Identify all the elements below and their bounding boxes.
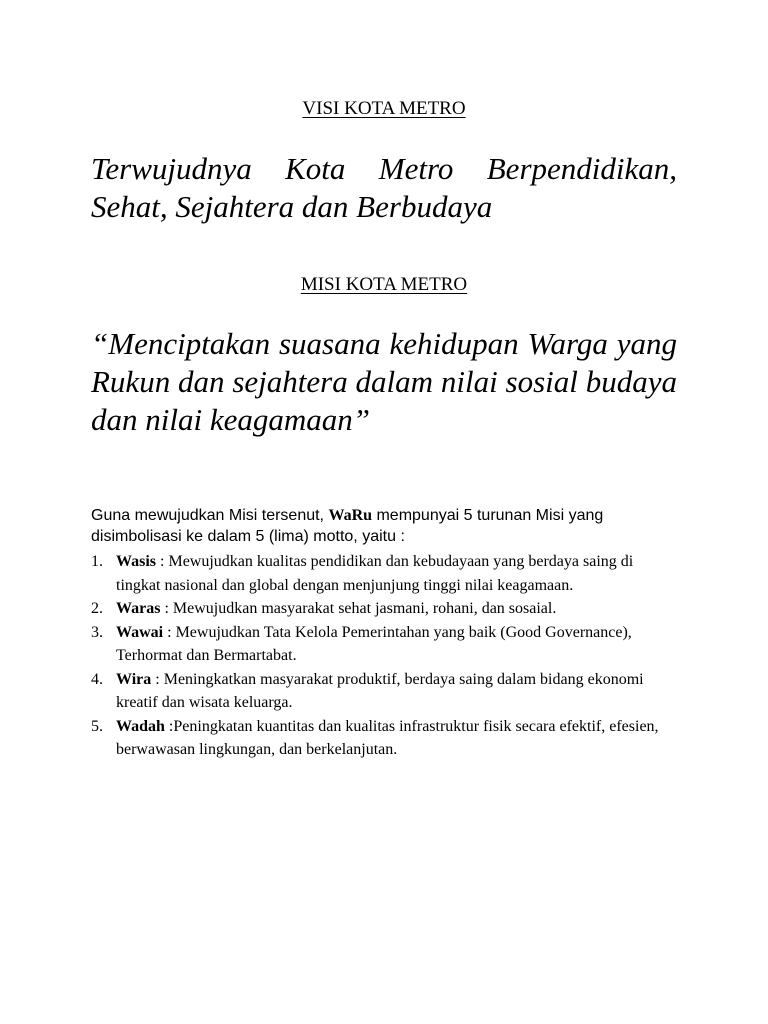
motto-body [116,668,681,715]
motto-body [116,715,681,762]
motto-separator: : [164,717,174,735]
motto-description: Peningkatan kuantitas dan kualitas infrastruktur fisik secara efektif, efesien, berwawasan lingkungan, dan berkelanjutan. [116,717,659,758]
motto-number: 5. [91,717,103,735]
misi-heading: MISI KOTA METRO [300,274,468,295]
motto-item-waras [91,597,681,621]
motto-separator: : [156,553,169,570]
intro-text-start: Guna mewujudkan Misi tersenut, [91,507,329,524]
motto-name: Wasis [116,553,157,570]
motto-item-wadah [91,715,681,762]
misi-statement: “Menciptakan suasana kehidupan Warga yang Rukun dan sejahtera dalam nilai sosial budaya dan nilai keagamaan” [91,326,677,437]
motto-number: 1. [91,553,103,570]
motto-separator: : [163,623,176,641]
motto-item-wasis [91,550,681,597]
motto-name: Waras [116,600,161,617]
motto-body [116,621,681,668]
motto-body [116,597,681,621]
intro-paragraph [91,505,681,547]
motto-description: Meningkatkan masyarakat produktif, berdaya saing dalam bidang ekonomi kreatif dan wisata keluarga. [116,670,644,711]
motto-description: Mewujudkan kualitas pendidikan dan kebudayaan yang berdaya saing di tingkat nasional dan global dengan menjunjung tinggi nilai keagamaan. [116,553,634,594]
motto-separator: : [160,600,173,617]
motto-description: Mewujudkan Tata Kelola Pemerintahan yang baik (Good Governance), Terhormat dan Bermartabat. [116,623,632,664]
motto-name: Wadah [116,717,165,735]
motto-body [116,550,681,597]
motto-description: Mewujudkan masyarakat sehat jasmani, rohani, dan sosaial. [172,600,557,617]
visi-heading: VISI KOTA METRO [302,98,466,119]
brand-name: WaRu [328,507,373,524]
visi-statement: Terwujudnya Kota Metro Berpendidikan, Sehat, Sejahtera dan Berbudaya [91,151,677,224]
motto-name: Wawai [116,623,164,641]
motto-list [91,550,681,762]
intro-text-end: mempunyai 5 turunan Misi yang disimbolisasi ke dalam 5 (lima) motto, yaitu : [91,507,604,545]
motto-separator: : [151,670,164,688]
motto-number: 4. [91,670,103,688]
motto-item-wawai [91,621,681,668]
motto-number: 3. [91,623,103,641]
motto-number: 2. [91,600,103,617]
motto-name: Wira [116,670,152,688]
motto-item-wira [91,668,681,715]
